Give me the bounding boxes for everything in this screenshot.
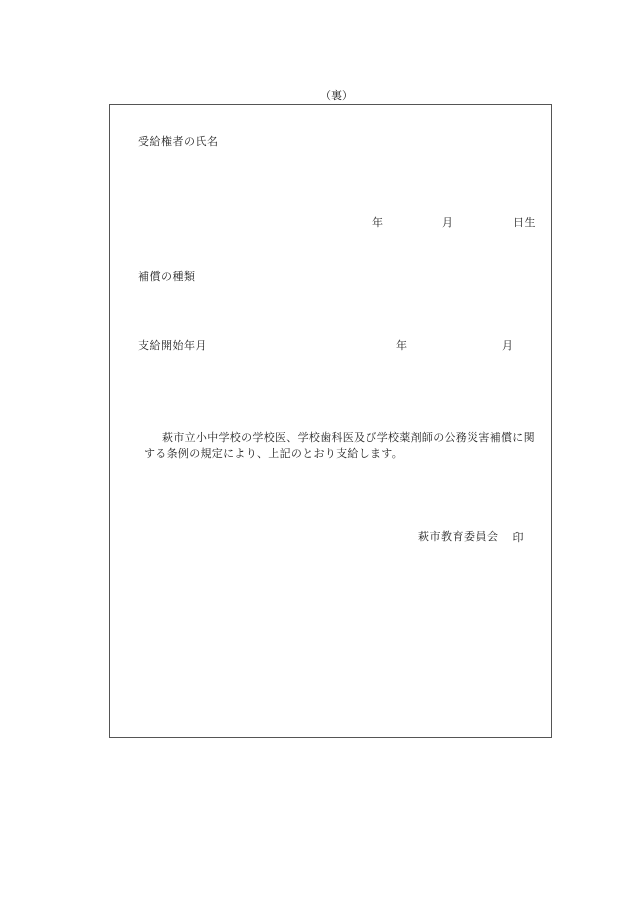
form-frame (109, 104, 552, 738)
issuer-name: 萩市教育委員会 (418, 530, 499, 543)
seal-mark: 印 (512, 531, 524, 544)
birth-month-label: 月 (442, 216, 454, 229)
payment-start-label: 支給開始年月 (138, 339, 207, 352)
page-side-label: （裏） (320, 89, 353, 102)
birth-day-label: 日生 (513, 216, 536, 229)
issuer-block (418, 528, 524, 544)
statement-line-1: 萩市立小中学校の学校医、学校歯科医及び学校薬剤師の公務災害補償に関 (162, 431, 535, 444)
payment-start-month-label: 月 (502, 339, 514, 352)
payment-start-year-label: 年 (396, 339, 408, 352)
compensation-type-label: 補償の種類 (138, 270, 196, 283)
statement-line-2: する条例の規定により、上記のとおり支給します。 (144, 447, 404, 460)
birth-year-label: 年 (372, 216, 384, 229)
recipient-name-label: 受給権者の氏名 (138, 135, 219, 148)
statement-paragraph (138, 430, 548, 462)
